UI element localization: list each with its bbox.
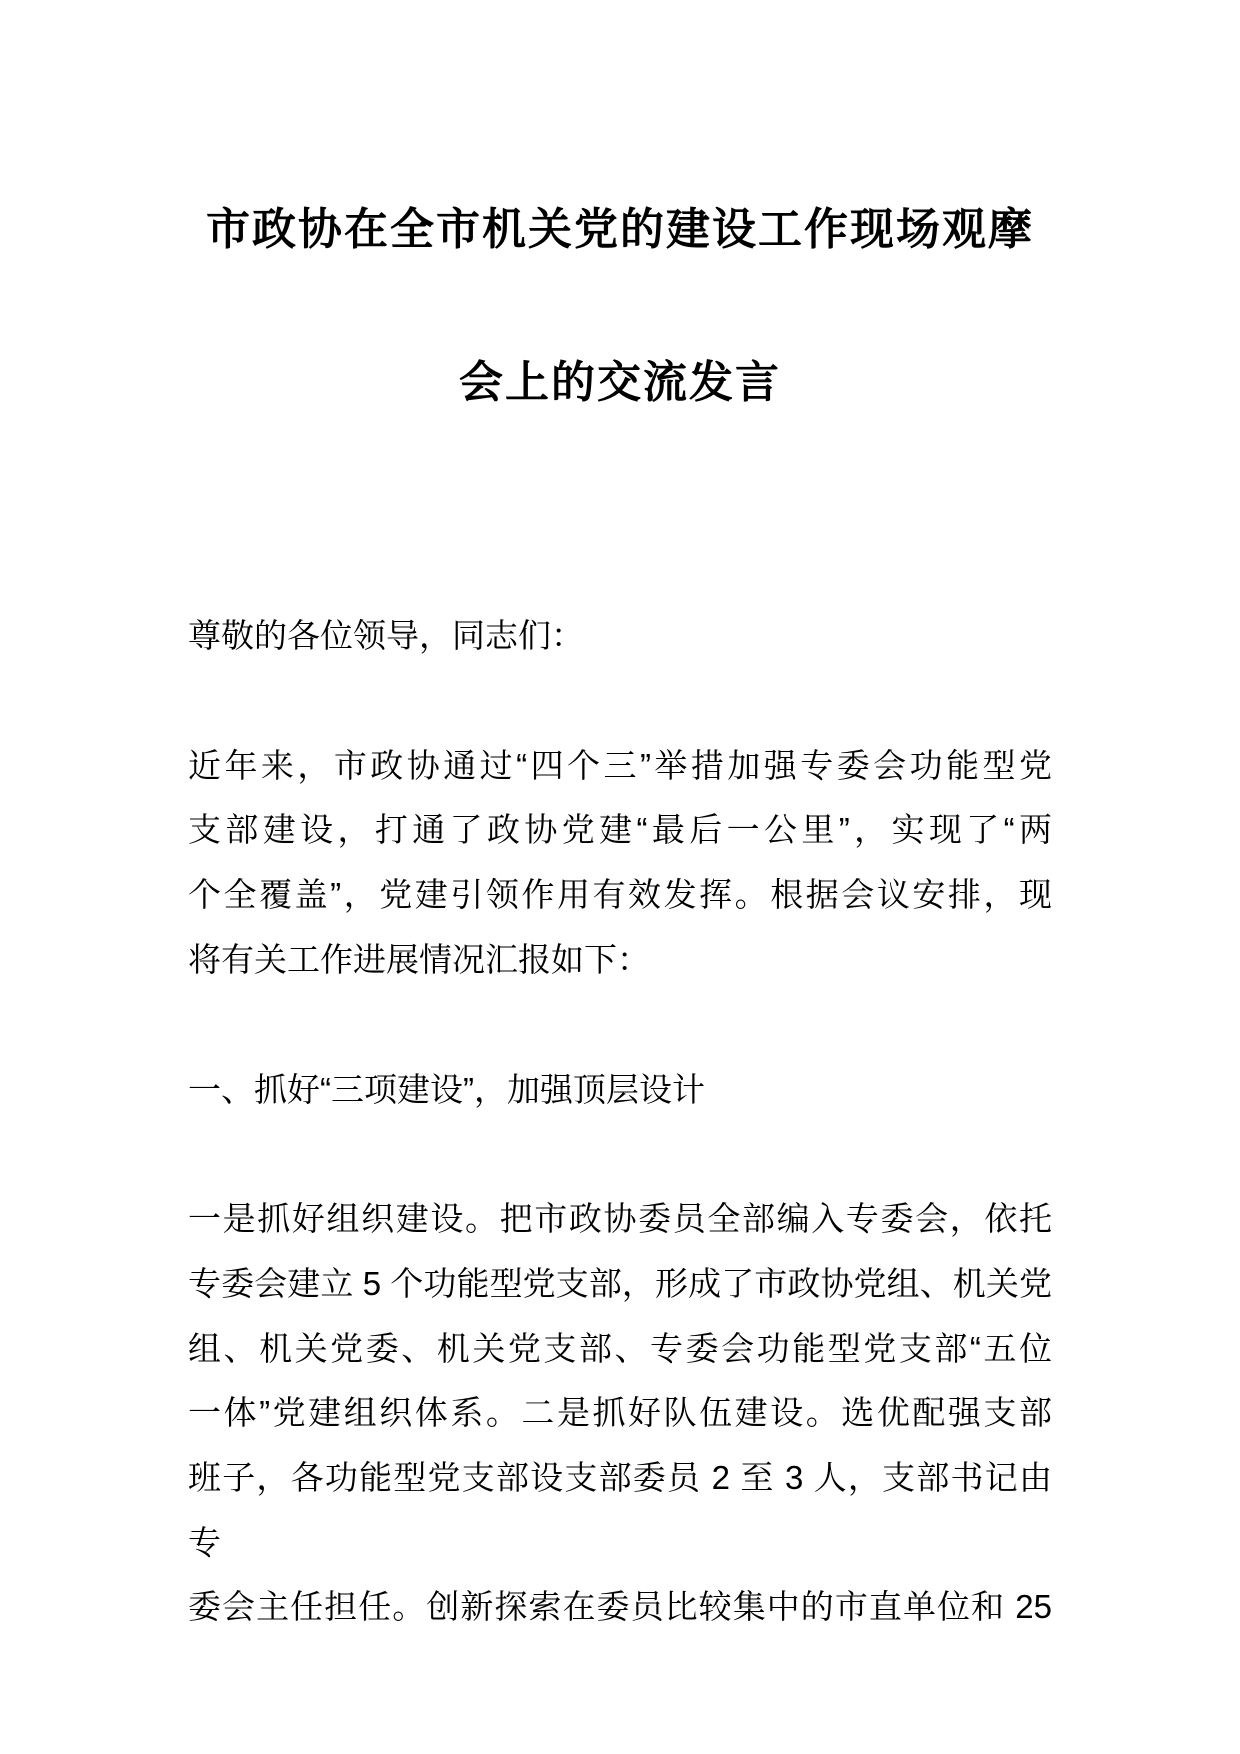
document-title-line-2: 会上的交流发言: [459, 358, 781, 407]
body-line: 近年来，市政协通过“四个三”举措加强专委会功能型党: [188, 746, 1052, 784]
body-line: 一、抓好“三项建设”，加强顶层设计: [188, 1070, 705, 1108]
paragraph: [188, 604, 1052, 669]
body-line: 委会主任担任。创新探索在委员比较集中的市直单位和 25: [188, 1588, 1052, 1626]
body-line: 一体”党建组织体系。二是抓好队伍建设。选优配强支部: [188, 1394, 1052, 1432]
body-line: 支部建设，打通了政协党建“最后一公里”，实现了“两: [188, 811, 1052, 849]
document-title-line-1: 市政协在全市机关党的建设工作现场观摩: [206, 205, 1034, 254]
section-heading: [188, 1058, 1052, 1123]
body-line: 专委会建立 5 个功能型党支部，形成了市政协党组、机关党: [188, 1264, 1052, 1302]
body-line: 组、机关党委、机关党支部、专委会功能型党支部“五位: [188, 1329, 1052, 1367]
body-line: 尊敬的各位领导，同志们：: [188, 617, 584, 654]
body-line: 班子，各功能型党支部设支部委员 2 至 3 人，支部书记由专: [188, 1459, 1052, 1561]
document-body: [188, 604, 1052, 1705]
body-line: 个全覆盖”，党建引领作用有效发挥。根据会议安排，现: [188, 876, 1052, 914]
body-line: 一是抓好组织建设。把市政协委员全部编入专委会，依托: [188, 1200, 1052, 1238]
body-line: 将有关工作进展情况汇报如下：: [188, 940, 650, 978]
paragraph: [188, 1187, 1052, 1640]
paragraph: [188, 734, 1052, 993]
